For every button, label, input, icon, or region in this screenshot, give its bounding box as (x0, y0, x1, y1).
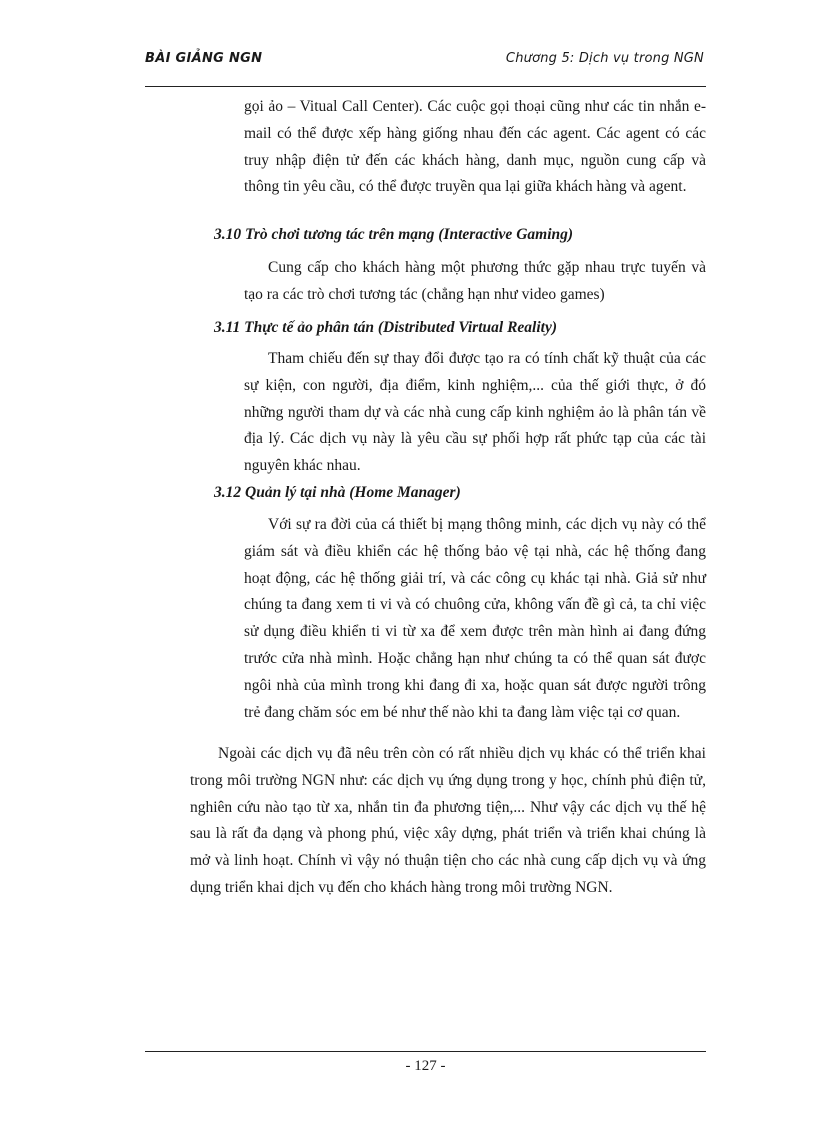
section-body-3-12: Với sự ra đời của cá thiết bị mạng thông minh, các dịch vụ này có thể giám sát và điều khiển các hệ thống bảo vệ tại nhà, các hệ thống đang hoạt động, các hệ thống giải trí, và các công cụ khác tại nhà. Giả sử như chúng ta đang xem ti vi và có chuông cửa, không vấn đề gì cả, ta chỉ việc sử dụng điều khiển ti vi từ xa để xem được trên màn hình ai đang đứng trước cửa nhà mình. Hoặc chẳng hạn như chúng ta có thể quan sát được ngôi nhà của mình trong khi đang đi xa, hoặc quan sát được người trông trẻ đang chăm sóc em bé như thế nào khi ta đang làm việc tại cơ quan. (244, 516, 706, 721)
chapter-title: Chương 5: Dịch vụ trong NGN (505, 51, 704, 66)
book-title: BÀI GIẢNG NGN (145, 51, 263, 66)
page-footer (145, 1051, 706, 1075)
section-body-3-10: Cung cấp cho khách hàng một phương thức gặp nhau trực tuyến và tạo ra các trò chơi tương tác (chẳng hạn như video games) (244, 259, 706, 303)
section-heading-3-11: 3.11 Thực tế ảo phân tán (Distributed Virtual Reality) (214, 319, 558, 336)
page-number: - 127 - (405, 1058, 446, 1074)
conclusion-paragraph: Ngoài các dịch vụ đã nêu trên còn có rất nhiều dịch vụ khác có thể triển khai trong môi trường NGN như: các dịch vụ ứng dụng trong y học, chính phủ điện tử, nghiên cứu nào tạo từ xa, nhắn tin đa phương tiện,... Như vậy các dịch vụ thế hệ sau là rất đa dạng và phong phú, việc xây dựng, phát triển và triển khai chúng là mở và linh hoạt. Chính vì vậy nó thuận tiện cho các nhà cung cấp dịch vụ và ứng dụng triển khai dịch vụ đến cho khách hàng trong môi trường NGN. (190, 745, 706, 896)
section-heading-3-10: 3.10 Trò chơi tương tác trên mạng (Interactive Gaming) (214, 226, 574, 243)
section-heading-3-12: 3.12 Quản lý tại nhà (Home Manager) (214, 484, 461, 501)
page-header (145, 46, 706, 87)
section-body-3-11: Tham chiếu đến sự thay đổi được tạo ra có tính chất kỹ thuật của các sự kiện, con người, địa điểm, kinh nghiệm,... của thế giới thực, ở đó những người tham dự và các nhà cung cấp kinh nghiệm ảo là phân tán về địa lý. Các dịch vụ này là yêu cầu sự phối hợp rất phức tạp của các tài nguyên khác nhau. (244, 350, 706, 475)
intro-continuation-paragraph: gọi ảo – Vitual Call Center). Các cuộc gọi thoại cũng như các tin nhắn e-mail có thể được xếp hàng giống nhau đến các agent. Các agent có các truy nhập điện tử đến các khách hàng, danh mục, nguồn cung cấp và thông tin yêu cầu, có thể được truyền qua lại giữa khách hàng và agent. (244, 98, 706, 196)
